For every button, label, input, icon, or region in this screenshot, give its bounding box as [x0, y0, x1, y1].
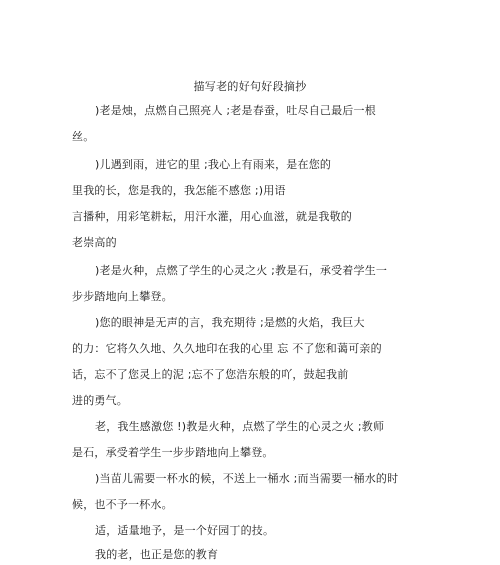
paragraph-line: )儿遇到雨，进它的里 ;我心上有雨来，是在您的: [95, 158, 332, 171]
paragraph-line: 老崇高的: [72, 236, 117, 249]
paragraph-line: 步步踏地向上攀登。: [72, 290, 173, 303]
paragraph-line: 候，也不予一杯水。: [72, 498, 173, 511]
paragraph-line: 话，忘不了您灵上的泥 ;忘不了您浩东般的吖，鼓起我前: [72, 368, 349, 381]
paragraph-line: )老是火种，点燃了学生的心灵之火 ;教是石，承受着学生一: [95, 264, 388, 277]
paragraph-line: 老，我生感激您 !)教是火种，点燃了学生的心灵之火 ;教师: [95, 420, 385, 433]
document-title: 描写老的好句好段摘抄: [193, 80, 307, 93]
paragraph-line: )当苗儿需要一杯水的候，不送上一桶水 ;而当需要一桶水的时: [95, 472, 399, 485]
paragraph-line: 的力：它将久久地、久久地印在我的心里 忘 不了您和蔼可亲的: [72, 342, 382, 355]
paragraph-line: 我的老，也正是您的教育: [95, 548, 219, 561]
paragraph-line: )您的眼神是无声的言，我充期待 ;是燃的火焰，我巨大: [95, 316, 365, 329]
paragraph-line: 丝。: [72, 130, 95, 143]
paragraph-line: )老是烛，点燃自己照亮人 ;老是春蚕，吐尽自己最后一根: [95, 104, 376, 117]
paragraph-line: 适，适量地予，是一个好园丁的技。: [95, 524, 275, 537]
paragraph-line: 进的勇气。: [72, 394, 128, 407]
paragraph-line: 是石，承受着学生一步步踏地向上攀登。: [72, 446, 274, 459]
paragraph-line: 言播种，用彩笔耕耘，用汗水灌，用心血滋，就是我敬的: [72, 210, 352, 223]
paragraph-line: 里我的长，您是我的，我怎能不感您 ;)用语: [72, 184, 286, 197]
